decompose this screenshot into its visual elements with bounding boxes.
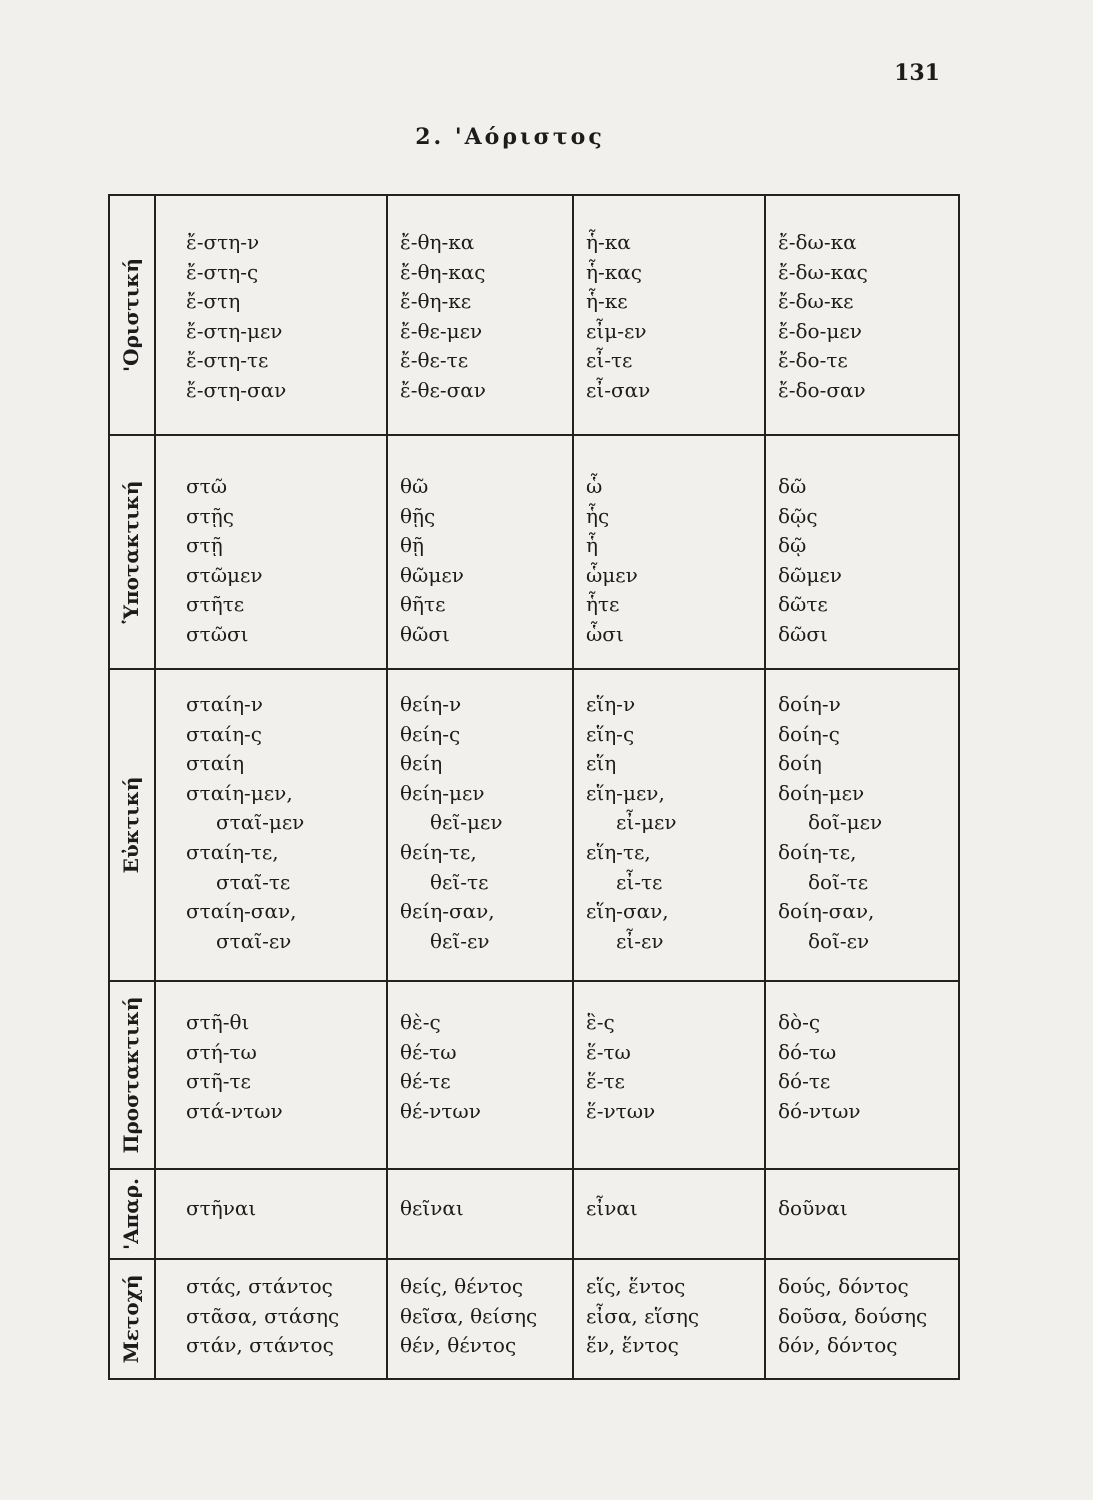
verb-form: σταίη-ς — [186, 721, 263, 746]
verb-form: εἵη-ν — [586, 692, 636, 716]
verb-form: εἵη-σαν, — [586, 899, 669, 924]
verb-form: εἶ-τε — [586, 348, 633, 373]
verb-form: εἶ-εν — [616, 928, 664, 953]
verb-form: δῶτε — [778, 592, 828, 617]
verb-form: θεῖ-τε — [430, 869, 489, 894]
form-cell-hiemi — [573, 435, 765, 669]
conjugation-table — [108, 194, 960, 1380]
verb-form: δοίη-τε, — [778, 839, 857, 864]
verb-form: στῇ — [186, 533, 223, 558]
verb-form: ἓ-ς — [586, 1010, 615, 1034]
mood-label-cell — [109, 1169, 155, 1259]
form-cell-didomi — [765, 435, 959, 669]
verb-form: ἧ — [586, 533, 598, 558]
verb-form: στάν, στάντος — [186, 1333, 334, 1358]
verb-form: εἶναι — [586, 1196, 638, 1220]
mood-row-participle — [109, 1259, 959, 1379]
mood-label-cell — [109, 981, 155, 1169]
verb-form: ἔ-θη-κε — [400, 289, 472, 314]
form-cell-hiemi — [573, 195, 765, 435]
verb-form: εἵς, ἕντος — [586, 1274, 686, 1298]
verb-form: στῶ — [186, 474, 228, 498]
verb-form: στῆτε — [186, 592, 245, 617]
verb-form: ἔ-δω-κε — [778, 289, 854, 314]
verb-form: ἔ-στη-μεν — [186, 318, 283, 343]
verb-form: ἔ-στη-ς — [186, 259, 259, 284]
verb-form: θῶμεν — [400, 562, 464, 587]
form-cell-didomi — [765, 1169, 959, 1259]
mood-label: 'Οριστική — [119, 258, 144, 372]
verb-form: στῆ-θι — [186, 1010, 250, 1034]
verb-form: ἔ-στη-τε — [186, 348, 269, 373]
form-cell-didomi — [765, 1259, 959, 1379]
verb-form: σταίη-σαν, — [186, 899, 297, 924]
verb-form: ἕν, ἕντος — [586, 1333, 679, 1358]
verb-form: θεῖσα, θείσης — [400, 1303, 538, 1328]
verb-form: δῶσι — [778, 621, 828, 646]
verb-form: θῶσι — [400, 621, 450, 646]
mood-row-infinitive — [109, 1169, 959, 1259]
mood-label: Μετοχή — [119, 1274, 144, 1364]
form-cell-hiemi — [573, 669, 765, 981]
verb-form: ἔ-θε-τε — [400, 348, 469, 373]
form-cell-tithemi — [387, 1259, 573, 1379]
verb-form: δοίη-μεν — [778, 780, 865, 805]
verb-form: ἧ-κε — [586, 289, 628, 314]
verb-form: θείη-ν — [400, 692, 462, 716]
verb-form: δό-τε — [778, 1069, 831, 1094]
verb-form: δὸ-ς — [778, 1010, 821, 1034]
verb-form: δοῖ-τε — [808, 869, 869, 894]
verb-form: ὧμεν — [586, 562, 638, 587]
verb-form: δοίη — [778, 751, 822, 776]
verb-form: σταίη — [186, 751, 245, 776]
verb-form: στᾶσα, στάσης — [186, 1303, 340, 1328]
verb-form: εἶσα, εἵσης — [586, 1303, 700, 1328]
verb-form: θείς, θέντος — [400, 1274, 524, 1298]
verb-form: δόν, δόντος — [778, 1333, 898, 1358]
form-cell-histemi — [155, 435, 387, 669]
verb-form: εἶ-τε — [616, 869, 663, 894]
verb-form: σταῖ-μεν — [216, 810, 305, 835]
verb-form: εἵη-ς — [586, 721, 635, 746]
mood-label-cell — [109, 195, 155, 435]
verb-form: δούς, δόντος — [778, 1274, 909, 1298]
verb-form: στῶσι — [186, 621, 249, 646]
form-cell-tithemi — [387, 195, 573, 435]
verb-form: στή-τω — [186, 1039, 257, 1064]
verb-form: στάς, στάντος — [186, 1274, 333, 1298]
form-cell-tithemi — [387, 435, 573, 669]
mood-label: Εὐκτική — [119, 776, 144, 874]
verb-form: ἔ-δο-μεν — [778, 318, 862, 343]
form-cell-histemi — [155, 195, 387, 435]
verb-form: ἕ-τω — [586, 1039, 631, 1064]
verb-form: δῷς — [778, 503, 818, 528]
verb-form: ἧς — [586, 503, 610, 528]
verb-form: θείη-μεν — [400, 780, 485, 805]
mood-row-indicative — [109, 195, 959, 435]
verb-form: θέν, θέντος — [400, 1333, 517, 1358]
verb-form: στῆ-τε — [186, 1069, 251, 1094]
verb-form: εἵη-μεν, — [586, 780, 665, 805]
verb-form: ἔ-δω-κας — [778, 259, 868, 284]
verb-form: θείη-τε, — [400, 839, 477, 864]
mood-label-cell — [109, 669, 155, 981]
form-cell-didomi — [765, 195, 959, 435]
form-cell-tithemi — [387, 981, 573, 1169]
verb-form: θὲ-ς — [400, 1010, 441, 1034]
verb-form: εἶ-σαν — [586, 377, 651, 402]
verb-form: ὧσι — [586, 621, 624, 646]
section-title: 2. 'Αόριστος — [415, 124, 605, 150]
verb-form: θῶ — [400, 474, 429, 498]
mood-label: Προστακτική — [119, 996, 144, 1154]
verb-form: ἔ-δω-κα — [778, 230, 857, 254]
verb-form: δοῖ-εν — [808, 928, 870, 953]
verb-form: εἵη — [586, 751, 617, 776]
verb-form: δοῖ-μεν — [808, 810, 883, 835]
verb-form: ἔ-στη — [186, 289, 241, 314]
verb-form: σταῖ-τε — [216, 869, 291, 894]
form-cell-tithemi — [387, 1169, 573, 1259]
verb-form: θῆτε — [400, 592, 446, 617]
verb-form: δῶ — [778, 474, 807, 498]
verb-form: θεῖ-μεν — [430, 810, 503, 835]
page-number: 131 — [894, 60, 940, 86]
form-cell-histemi — [155, 1259, 387, 1379]
verb-form: δό-τω — [778, 1039, 837, 1064]
verb-form: δοίη-ς — [778, 721, 840, 746]
verb-form: θεῖναι — [400, 1196, 464, 1220]
form-cell-didomi — [765, 981, 959, 1169]
verb-form: δῶμεν — [778, 562, 842, 587]
form-cell-histemi — [155, 981, 387, 1169]
verb-form: ὧ — [586, 474, 603, 498]
verb-form: θείη-σαν, — [400, 899, 495, 924]
verb-form: ἔ-στη-ν — [186, 230, 260, 254]
form-cell-hiemi — [573, 1259, 765, 1379]
form-cell-hiemi — [573, 1169, 765, 1259]
form-cell-tithemi — [387, 669, 573, 981]
verb-form: ἧ-κας — [586, 259, 642, 284]
verb-form: ἔ-δο-τε — [778, 348, 848, 373]
verb-form: ἔ-θη-κας — [400, 259, 486, 284]
mood-row-imperative — [109, 981, 959, 1169]
mood-label-cell — [109, 435, 155, 669]
mood-label: Ὑποτακτική — [119, 480, 144, 624]
form-cell-hiemi — [573, 981, 765, 1169]
mood-label: 'Απαρ. — [119, 1178, 144, 1250]
verb-form: ἕ-τε — [586, 1069, 625, 1094]
verb-form: στά-ντων — [186, 1098, 283, 1123]
verb-form: στῶμεν — [186, 562, 263, 587]
verb-form: θείη — [400, 751, 443, 776]
verb-form: σταίη-μεν, — [186, 780, 293, 805]
verb-form: στῇς — [186, 503, 234, 528]
verb-form: θῇς — [400, 503, 436, 528]
verb-form: εἶ-μεν — [616, 810, 677, 835]
verb-form: δό-ντων — [778, 1098, 861, 1123]
verb-form: δῷ — [778, 533, 807, 558]
verb-form: ἔ-θε-μεν — [400, 318, 483, 343]
mood-row-subjunctive — [109, 435, 959, 669]
verb-form: ἔ-θη-κα — [400, 230, 475, 254]
verb-form: θέ-τε — [400, 1069, 451, 1094]
verb-form: εἵη-τε, — [586, 839, 651, 864]
verb-form: θείη-ς — [400, 721, 461, 746]
form-cell-histemi — [155, 1169, 387, 1259]
verb-form: ἧτε — [586, 592, 620, 617]
verb-form: σταῖ-εν — [216, 928, 292, 953]
verb-form: σταίη-ν — [186, 692, 263, 716]
form-cell-histemi — [155, 669, 387, 981]
verb-form: στῆναι — [186, 1196, 257, 1220]
verb-form: εἶμ-εν — [586, 318, 647, 343]
verb-form: δοῦσα, δούσης — [778, 1303, 928, 1328]
verb-form: θέ-τω — [400, 1039, 457, 1064]
verb-form: θῇ — [400, 533, 425, 558]
verb-form: σταίη-τε, — [186, 839, 279, 864]
mood-row-optative — [109, 669, 959, 981]
verb-form: ἔ-θε-σαν — [400, 377, 486, 402]
mood-label-cell — [109, 1259, 155, 1379]
verb-form: ἕ-ντων — [586, 1098, 656, 1123]
verb-form: ἔ-δο-σαν — [778, 377, 866, 402]
verb-form: δοῦναι — [778, 1196, 848, 1220]
verb-form: δοίη-σαν, — [778, 899, 875, 924]
verb-form: θέ-ντων — [400, 1098, 481, 1123]
verb-form: θεῖ-εν — [430, 928, 490, 953]
verb-form: ἧ-κα — [586, 230, 631, 254]
verb-form: ἔ-στη-σαν — [186, 377, 287, 402]
verb-form: δοίη-ν — [778, 692, 841, 716]
form-cell-didomi — [765, 669, 959, 981]
